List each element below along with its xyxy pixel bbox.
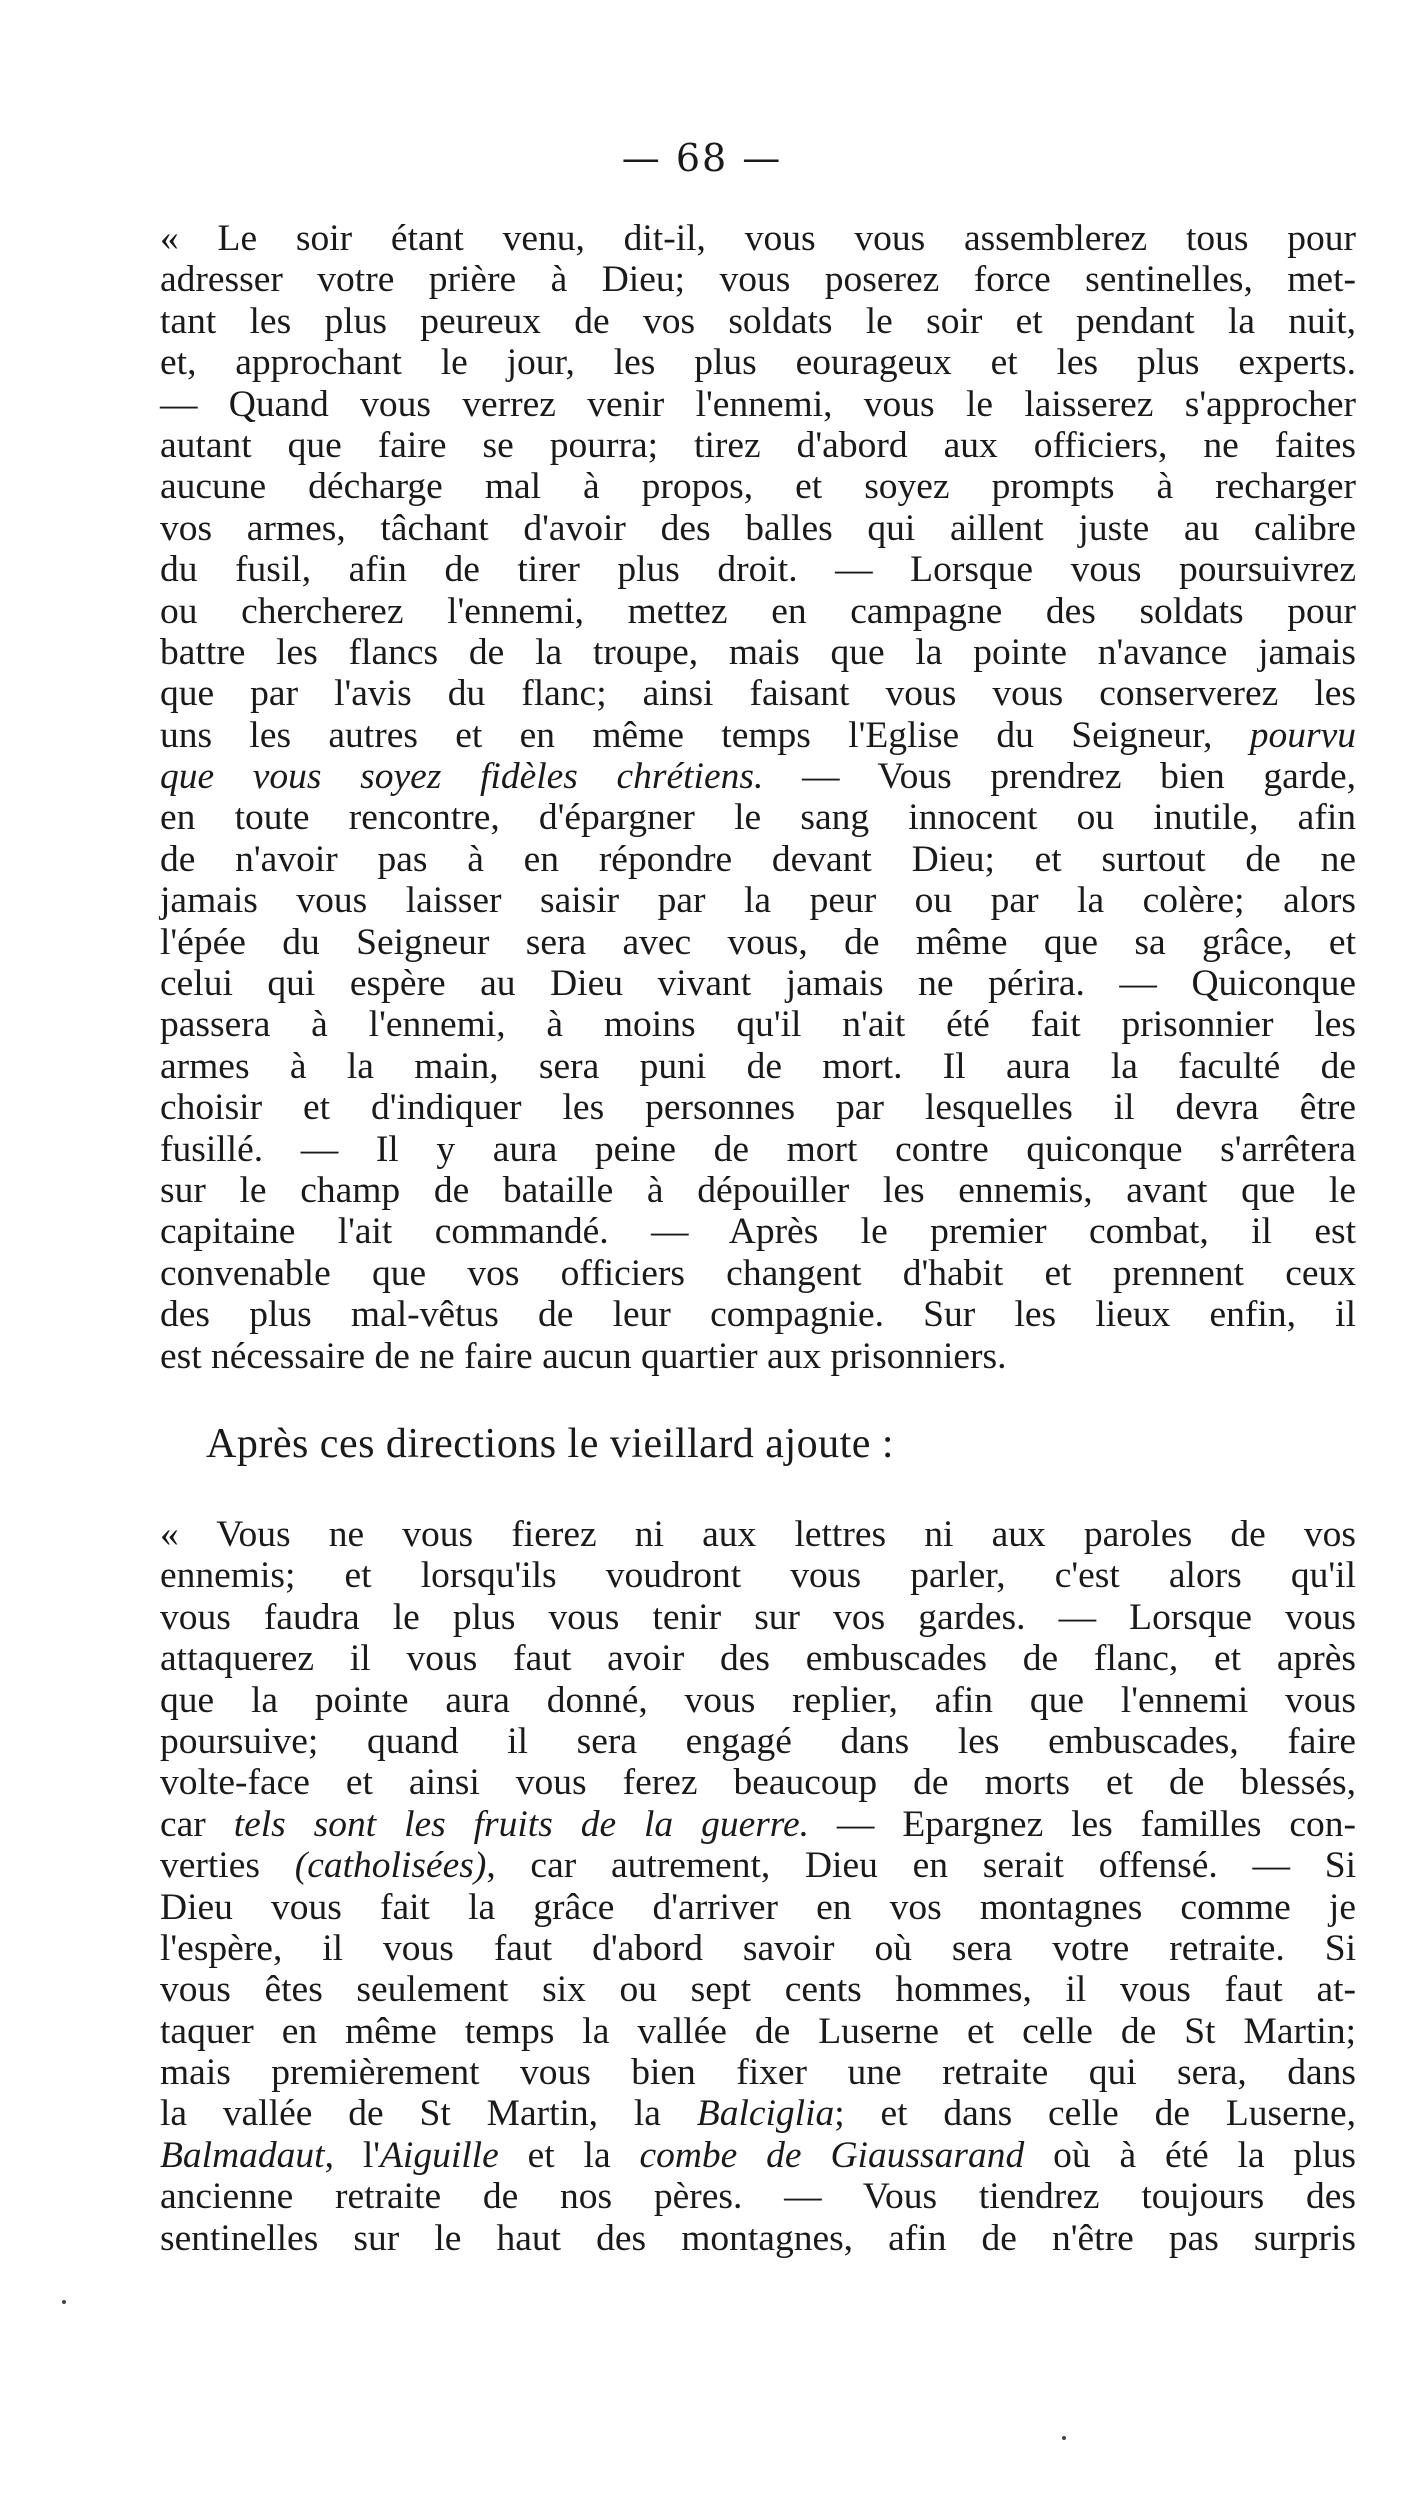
text-line: verties (catholisées), car autrement, Dieu en serait offensé. — Si [160,1845,1356,1887]
text-line: volte-face et ainsi vous ferez beaucoup de morts et de blessés, [160,1762,1356,1804]
text-line: que la pointe aura donné, vous replier, afin que l'ennemi vous [160,1679,1356,1721]
text-line: celui qui espère au Dieu vivant jamais ne périra. — Quiconque [160,963,1356,1005]
text-line: que par l'avis du flanc; ainsi faisant vous vous conserverez les [160,673,1356,715]
text-line: choisir et d'indiquer les personnes par lesquelles il devra être [160,1087,1356,1129]
text-line: uns les autres et en même temps l'Eglise du Seigneur, pourvu [160,714,1356,756]
text-line: en toute rencontre, d'épargner le sang innocent ou inutile, afin [160,797,1356,839]
page-number: — 68 — [621,136,783,180]
text-line: capitaine l'ait commandé. — Après le premier combat, il est [160,1211,1356,1253]
text-line: mais premièrement vous bien fixer une retraite qui sera, dans [160,2052,1356,2094]
text-line: ou chercherez l'ennemi, mettez en campagne des soldats pour [160,590,1356,632]
text-line: vous êtes seulement six ou sept cents hommes, il vous faut at- [160,1969,1356,2011]
text-line: car tels sont les fruits de la guerre. — Epargnez les familles con- [160,1803,1356,1845]
text-line: que vous soyez fidèles chrétiens. — Vous prendrez bien garde, [160,756,1356,798]
text-line: « Vous ne vous fierez ni aux lettres ni aux paroles de vos [160,1514,1356,1555]
paragraph-2 [160,1514,1356,2259]
text-line: vos armes, tâchant d'avoir des balles qui aillent juste au calibre [160,507,1356,549]
text-line: passera à l'ennemi, à moins qu'il n'ait été fait prisonnier les [160,1004,1356,1046]
text-line: vous faudra le plus vous tenir sur vos gardes. — Lorsque vous [160,1596,1356,1638]
section-heading: Après ces directions le vieillard ajoute : [206,1421,895,1467]
text-line: poursuive; quand il sera engagé dans les embuscades, faire [160,1720,1356,1762]
text-line: armes à la main, sera puni de mort. Il aura la faculté de [160,1045,1356,1087]
text-line: Balmadaut, l'Aiguille et la combe de Giaussarand où à été la plus [160,2134,1356,2176]
paragraph-1 [160,218,1356,1377]
text-line: est nécessaire de ne faire aucun quartier aux prisonniers. [160,1335,1007,1377]
text-line: l'épée du Seigneur sera avec vous, de même que sa grâce, et [160,921,1356,963]
text-line: attaquerez il vous faut avoir des embuscades de flanc, et après [160,1638,1356,1680]
text-line: Dieu vous fait la grâce d'arriver en vos montagnes comme je [160,1886,1356,1928]
text-line: ennemis; et lorsqu'ils voudront vous parler, c'est alors qu'il [160,1555,1356,1597]
text-line: tant les plus peureux de vos soldats le soir et pendant la nuit, [160,300,1356,342]
text-line: taquer en même temps la vallée de Luserne et celle de St Martin; [160,2010,1356,2052]
text-line: « Le soir étant venu, dit-il, vous vous assemblerez tous pour [160,218,1356,259]
text-line: l'espère, il vous faut d'abord savoir où sera votre retraite. Si [160,1927,1356,1969]
text-line: et, approchant le jour, les plus eourageux et les plus experts. [160,342,1356,384]
ink-speck [1062,2436,1066,2440]
text-line: adresser votre prière à Dieu; vous poserez force sentinelles, met- [160,259,1356,301]
text-line: autant que faire se pourra; tirez d'abord aux officiers, ne faites [160,424,1356,466]
text-line: aucune décharge mal à propos, et soyez prompts à recharger [160,466,1356,508]
text-line: sentinelles sur le haut des montagnes, afin de n'être pas surpris [160,2217,1356,2259]
text-line: — Quand vous verrez venir l'ennemi, vous le laisserez s'approcher [160,383,1356,425]
text-line: battre les flancs de la troupe, mais que la pointe n'avance jamais [160,631,1356,673]
text-line: convenable que vos officiers changent d'habit et prennent ceux [160,1252,1356,1294]
text-line: ancienne retraite de nos pères. — Vous tiendrez toujours des [160,2176,1356,2218]
text-line: de n'avoir pas à en répondre devant Dieu; et surtout de ne [160,838,1356,880]
ink-speck [62,2300,66,2304]
text-line: des plus mal-vêtus de leur compagnie. Sur les lieux enfin, il [160,1294,1356,1336]
text-line: fusillé. — Il y aura peine de mort contre quiconque s'arrêtera [160,1128,1356,1170]
text-line: jamais vous laisser saisir par la peur ou par la colère; alors [160,880,1356,922]
text-line: du fusil, afin de tirer plus droit. — Lorsque vous poursuivrez [160,549,1356,591]
text-line: sur le champ de bataille à dépouiller les ennemis, avant que le [160,1169,1356,1211]
text-line: la vallée de St Martin, la Balciglia; et dans celle de Luserne, [160,2093,1356,2135]
